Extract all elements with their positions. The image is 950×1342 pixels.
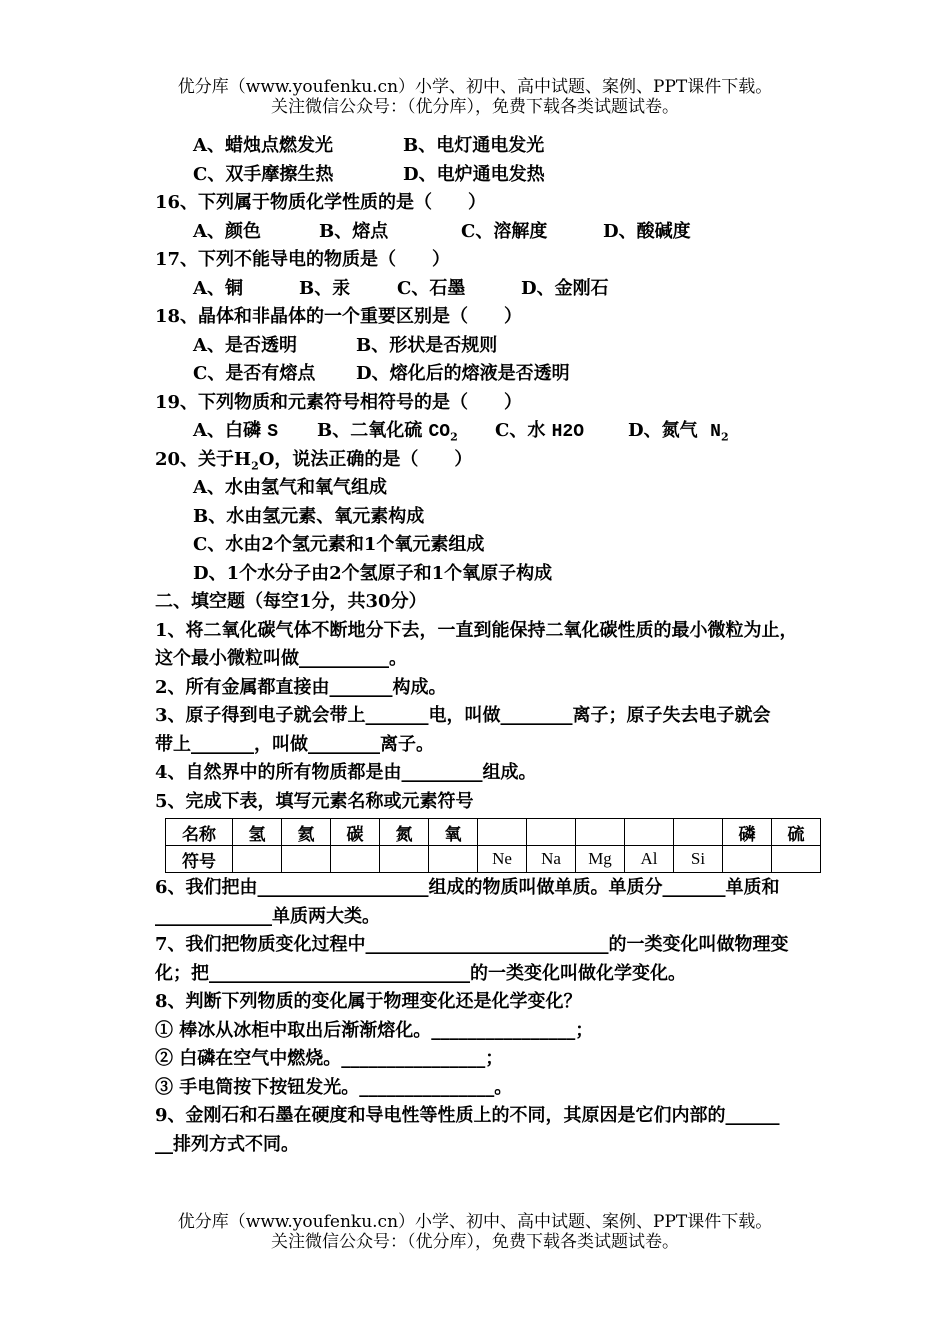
fill-8-item-3: ③ 手电筒按下按钮发光。_______________。 xyxy=(155,1076,513,1098)
q19-option-a xyxy=(193,417,317,447)
q20-option-c: C、水由2个氢元素和1个氧元素组成 xyxy=(193,534,485,555)
table-cell: 磷 xyxy=(723,819,772,846)
section-2-title: 二、填空题（每空1分，共30分） xyxy=(155,591,427,612)
q18-option-c: C、是否有熔点 xyxy=(193,363,316,384)
table-cell xyxy=(233,846,282,873)
q16-options xyxy=(155,218,845,247)
q18-option-d: D、熔化后的熔液是否透明 xyxy=(356,363,570,384)
q20-stem-pre: 20、关于H xyxy=(155,448,252,470)
footer-line-1: 优分库（www.youfenku.cn）小学、初中、高中试题、案例、PPT课件下载。 xyxy=(177,1212,773,1232)
q17-option-d: D、金刚石 xyxy=(521,277,609,299)
table-cell xyxy=(282,846,331,873)
fill-8-stem: 8、判断下列物质的变化属于物理变化还是化学变化？ xyxy=(155,991,582,1012)
q19-option-c xyxy=(495,417,628,447)
table-cell: 氦 xyxy=(282,819,331,846)
q19-option-b-symbol: CO xyxy=(428,422,451,442)
table-cell: Al xyxy=(625,846,674,873)
table-cell: 氮 xyxy=(380,819,429,846)
header-line-1: 优分库（www.youfenku.cn）小学、初中、高中试题、案例、PPT课件下载。 xyxy=(177,77,773,97)
q19-stem: 19、下列物质和元素符号相符号的是（ ） xyxy=(155,391,523,413)
fill-3-line-1: 3、原子得到电子就会带上_______电，叫做________离子；原子失去电子就会 xyxy=(155,705,771,726)
q17-stem: 17、下列不能导电的物质是（ ） xyxy=(155,249,451,270)
element-table-wrapper xyxy=(165,818,845,873)
q19-option-d-subscript: 2 xyxy=(720,430,729,444)
footer-line-2: 关注微信公众号：（优分库），免费下载各类试题试卷。 xyxy=(271,1232,679,1252)
table-cell xyxy=(625,819,674,846)
q15-row-2 xyxy=(155,161,845,190)
q17-option-c: C、石墨 xyxy=(397,277,466,299)
q19-options xyxy=(155,417,845,446)
fill-1-line-2: 这个最小微粒叫做__________。 xyxy=(155,648,407,669)
table-cell: 名称 xyxy=(166,819,233,846)
q18-row-1 xyxy=(155,332,845,361)
q19-option-d-text: D、氮气 xyxy=(628,420,698,441)
page-header xyxy=(0,77,950,117)
q19-option-b-text: B、二氧化硫 xyxy=(317,420,423,441)
table-cell: Si xyxy=(674,846,723,873)
q18-option-b: B、形状是否规则 xyxy=(356,334,498,356)
q17-option-a: A、铜 xyxy=(193,277,243,299)
q19-option-d xyxy=(628,420,729,444)
q15-option-a: A、蜡烛点燃发光 xyxy=(193,135,333,156)
fill-9-line-2: __排列方式不同。 xyxy=(155,1133,299,1155)
table-cell xyxy=(380,846,429,873)
q19-option-d-symbol: N xyxy=(710,422,721,442)
fill-6-line-2: _____________单质两大类。 xyxy=(155,905,380,927)
q15-option-d: D、电炉通电发热 xyxy=(403,163,545,185)
fill-8-item-2: ② 白磷在空气中燃烧。________________； xyxy=(155,1048,504,1069)
table-cell xyxy=(576,819,625,846)
table-cell: 符号 xyxy=(166,846,233,873)
table-cell: Na xyxy=(527,846,576,873)
table-cell xyxy=(331,846,380,873)
q16-option-d: D、酸碱度 xyxy=(603,220,691,242)
table-cell: 硫 xyxy=(772,819,821,846)
q15-option-b: B、电灯通电发光 xyxy=(403,135,545,156)
element-table-name-row xyxy=(166,819,821,846)
q18-stem: 18、晶体和非晶体的一个重要区别是（ ） xyxy=(155,306,523,327)
q17-options xyxy=(155,275,845,304)
fill-7-line-2: 化；把_____________________________的一类变化叫做化学变化。 xyxy=(155,962,686,984)
header-line-2: 关注微信公众号：（优分库），免费下载各类试题试卷。 xyxy=(271,97,679,117)
table-cell: 氧 xyxy=(429,819,478,846)
q19-option-a-symbol: S xyxy=(267,422,279,442)
element-table xyxy=(165,818,821,873)
fill-2: 2、所有金属都直接由_______构成。 xyxy=(155,676,447,698)
q20-stem-subscript: 2 xyxy=(251,459,259,473)
q18-row-2 xyxy=(155,360,845,389)
fill-7-line-1: 7、我们把物质变化过程中___________________________的一类变化叫做物理变 xyxy=(155,934,789,955)
q16-option-b: B、熔点 xyxy=(319,220,389,242)
table-cell: Ne xyxy=(478,846,527,873)
table-cell: 碳 xyxy=(331,819,380,846)
fill-5-stem: 5、完成下表，填写元素名称或元素符号 xyxy=(155,790,474,812)
q19-option-b xyxy=(317,417,495,447)
fill-1-line-1: 1、将二氧化碳气体不断地分下去，一直到能保持二氧化碳性质的最小微粒为止， xyxy=(155,619,798,641)
q19-option-a-text: A、白磷 xyxy=(193,420,261,441)
q15-option-c: C、双手摩擦生热 xyxy=(193,163,334,185)
table-cell xyxy=(772,846,821,873)
q19-option-b-subscript: 2 xyxy=(450,430,458,444)
q20-option-b: B、水由氢元素、氧元素构成 xyxy=(193,505,425,527)
fill-3-line-2: 带上_______，叫做________离子。 xyxy=(155,733,434,755)
q20-stem xyxy=(155,446,845,475)
element-table-symbol-row xyxy=(166,846,821,873)
table-cell: Mg xyxy=(576,846,625,873)
table-cell xyxy=(723,846,772,873)
exam-content xyxy=(155,132,845,1159)
q18-option-a: A、是否透明 xyxy=(193,334,297,356)
table-cell: 氢 xyxy=(233,819,282,846)
q15-row-1 xyxy=(155,132,845,161)
table-cell xyxy=(429,846,478,873)
q17-option-b: B、汞 xyxy=(299,277,351,299)
q16-option-a: A、颜色 xyxy=(193,220,261,242)
fill-9-line-1: 9、金刚石和石墨在硬度和导电性等性质上的不同，其原因是它们内部的______ xyxy=(155,1105,780,1126)
q19-option-c-symbol: H2O xyxy=(551,422,585,442)
table-cell xyxy=(674,819,723,846)
table-cell xyxy=(478,819,527,846)
fill-8-item-1: ① 棒冰从冰柜中取出后渐渐熔化。________________； xyxy=(155,1019,594,1041)
q16-stem: 16、下列属于物质化学性质的是（ ） xyxy=(155,192,487,213)
page-footer xyxy=(0,1212,950,1252)
q20-option-a: A、水由氢气和氧气组成 xyxy=(193,477,387,498)
q19-option-c-text: C、水 xyxy=(495,420,546,441)
q20-stem-post: O，说法正确的是（ ） xyxy=(258,448,473,470)
table-cell xyxy=(527,819,576,846)
fill-4: 4、自然界中的所有物质都是由_________组成。 xyxy=(155,762,537,783)
q20-option-d: D、1个水分子由2个氢原子和1个氧原子构成 xyxy=(193,562,553,584)
fill-6-line-1: 6、我们把由___________________组成的物质叫做单质。单质分_______单质和 xyxy=(155,877,780,898)
q16-option-c: C、溶解度 xyxy=(461,220,548,242)
